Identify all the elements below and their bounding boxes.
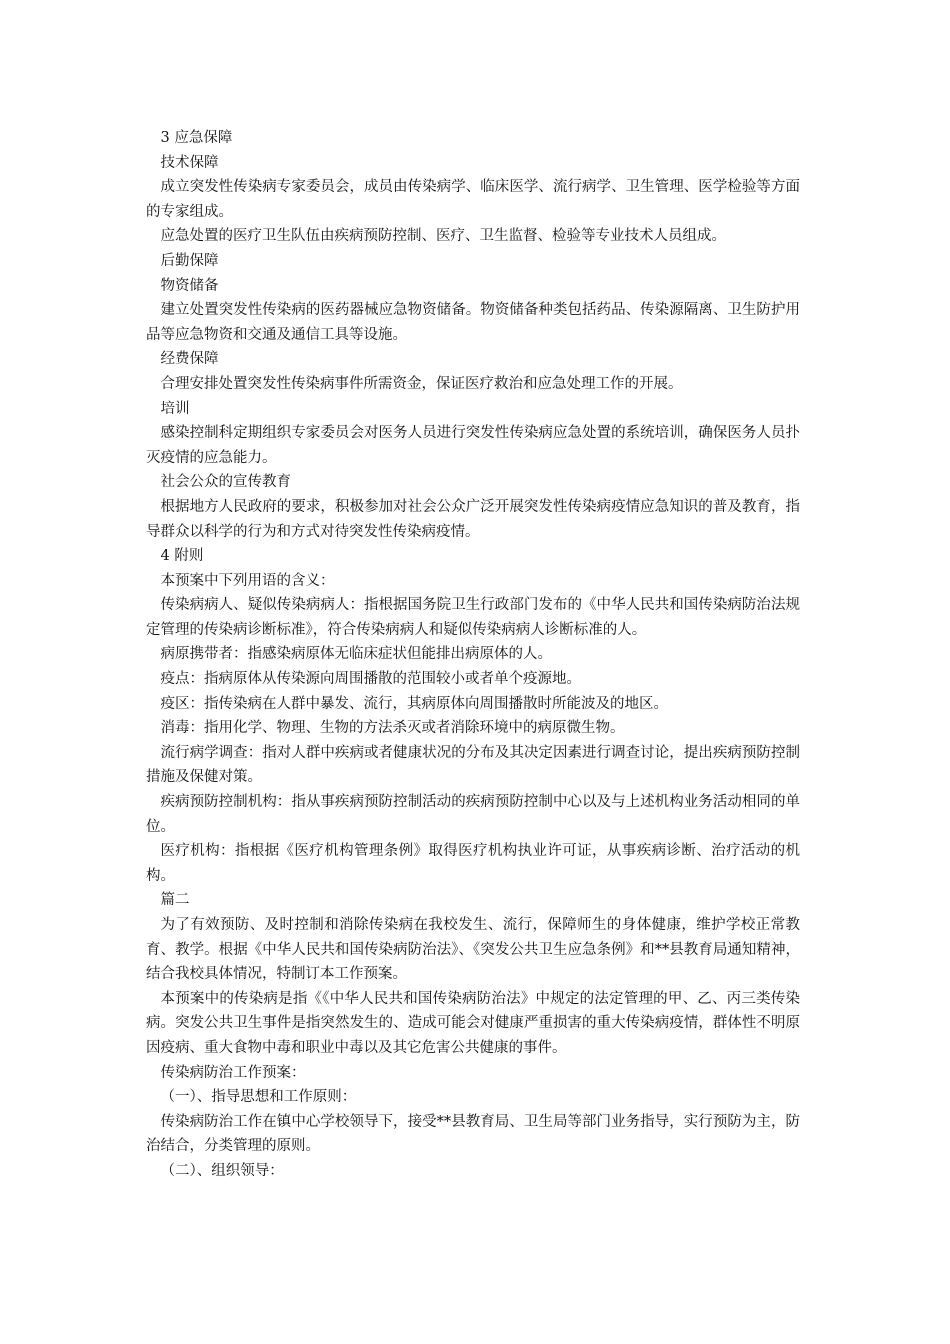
subheading-logistics-support: 后勤保障 (160, 252, 219, 269)
section-heading-part-two: 篇二 (160, 892, 190, 909)
subheading-material-reserve: 物资储备 (160, 277, 219, 294)
subheading-funding-support: 经费保障 (160, 351, 219, 368)
document-page (146, 126, 800, 1184)
paragraph: 合理安排处置突发性传染病事件所需资金，保证医疗救治和应急处理工作的开展。 (160, 375, 683, 392)
section-heading-emergency-support: 3 应急保障 (160, 130, 233, 146)
subheading-guiding-principles: （一）、指导思想和工作原则： (160, 1089, 357, 1106)
paragraph: 应急处置的医疗卫生队伍由疾病预防控制、医疗、卫生监督、检验等专业技术人员组成。 (160, 228, 726, 245)
subheading-public-education: 社会公众的宣传教育 (160, 474, 291, 491)
subheading-technical-support: 技术保障 (160, 154, 219, 171)
definition-paragraph: 医疗机构：指根据《医疗机构管理条例》取得医疗机构执业许可证，从事疾病诊断、治疗活动的机构。 (146, 843, 800, 884)
paragraph: 本预案中下列用语的含义： (160, 572, 335, 589)
definition-paragraph: 疫区：指传染病在人群中暴发、流行，其病原体向周围播散时所能波及的地区。 (160, 695, 668, 712)
definition-paragraph: 疾病预防控制机构：指从事疾病预防控制活动的疾病预防控制中心以及与上述机构业务活动相同的单位。 (146, 794, 800, 835)
definition-paragraph: 流行病学调查：指对人群中疾病或者健康状况的分布及其决定因素进行调查讨论，提出疾病预防控制措施及保健对策。 (146, 744, 800, 786)
paragraph: 传染病防治工作预案： (160, 1064, 306, 1081)
subheading-organization-leadership: （二）、组织领导： (160, 1162, 284, 1179)
definition-paragraph: 病原携带者：指感染病原体无临床症状但能排出病原体的人。 (160, 646, 552, 663)
section-heading-supplementary: 4 附则 (160, 548, 204, 565)
paragraph: 根据地方人民政府的要求，积极参加对社会公众广泛开展突发性传染病疫情应急知识的普及教育，指导群众以科学的行为和方式对待突发性传染病疫情。 (146, 498, 800, 540)
paragraph: 成立突发性传染病专家委员会，成员由传染病学、临床医学、流行病学、卫生管理、医学检验等方面的专家组成。 (146, 179, 800, 220)
paragraph: 建立处置突发性传染病的医药器械应急物资储备。物资储备种类包括药品、传染源隔离、卫生防护用品等应急物资和交通及通信工具等设施。 (146, 302, 800, 343)
subheading-training: 培训 (160, 400, 190, 417)
definition-paragraph: 消毒：指用化学、物理、生物的方法杀灭或者消除环境中的病原微生物。 (160, 720, 625, 737)
definition-paragraph: 传染病病人、疑似传染病病人：指根据国务院卫生行政部门发布的《中华人民共和国传染病防治法规定管理的传染病诊断标准》，符合传染病病人和疑似传染病病人诊断标准的人。 (146, 597, 800, 638)
paragraph: 感染控制科定期组织专家委员会对医务人员进行突发性传染病应急处置的系统培训，确保医务人员扑灭疫情的应急能力。 (146, 425, 800, 466)
paragraph: 本预案中的传染病是指《《中华人民共和国传染病防治法》中规定的法定管理的甲、乙、丙三类传染病。突发公共卫生事件是指突然发生的、造成可能会对健康严重损害的重大传染病疫情，群体性不明原因疫病、重大食物中毒和职业中毒以及其它危害公共健康的事件。 (146, 990, 800, 1056)
paragraph: 为了有效预防、及时控制和消除传染病在我校发生、流行，保障师生的身体健康，维护学校正常教育、教学。根据《中华人民共和国传染病防治法》、《突发公共卫生应急条例》和**县教育局通知精神，结合我校具体情况，特制订本工作预案。 (146, 917, 800, 983)
paragraph: 传染病防治工作在镇中心学校领导下，接受**县教育局、卫生局等部门业务指导，实行预防为主，防治结合，分类管理的原则。 (146, 1113, 800, 1155)
definition-paragraph: 疫点：指病原体从传染源向周围播散的范围较小或者单个疫源地。 (160, 671, 581, 688)
